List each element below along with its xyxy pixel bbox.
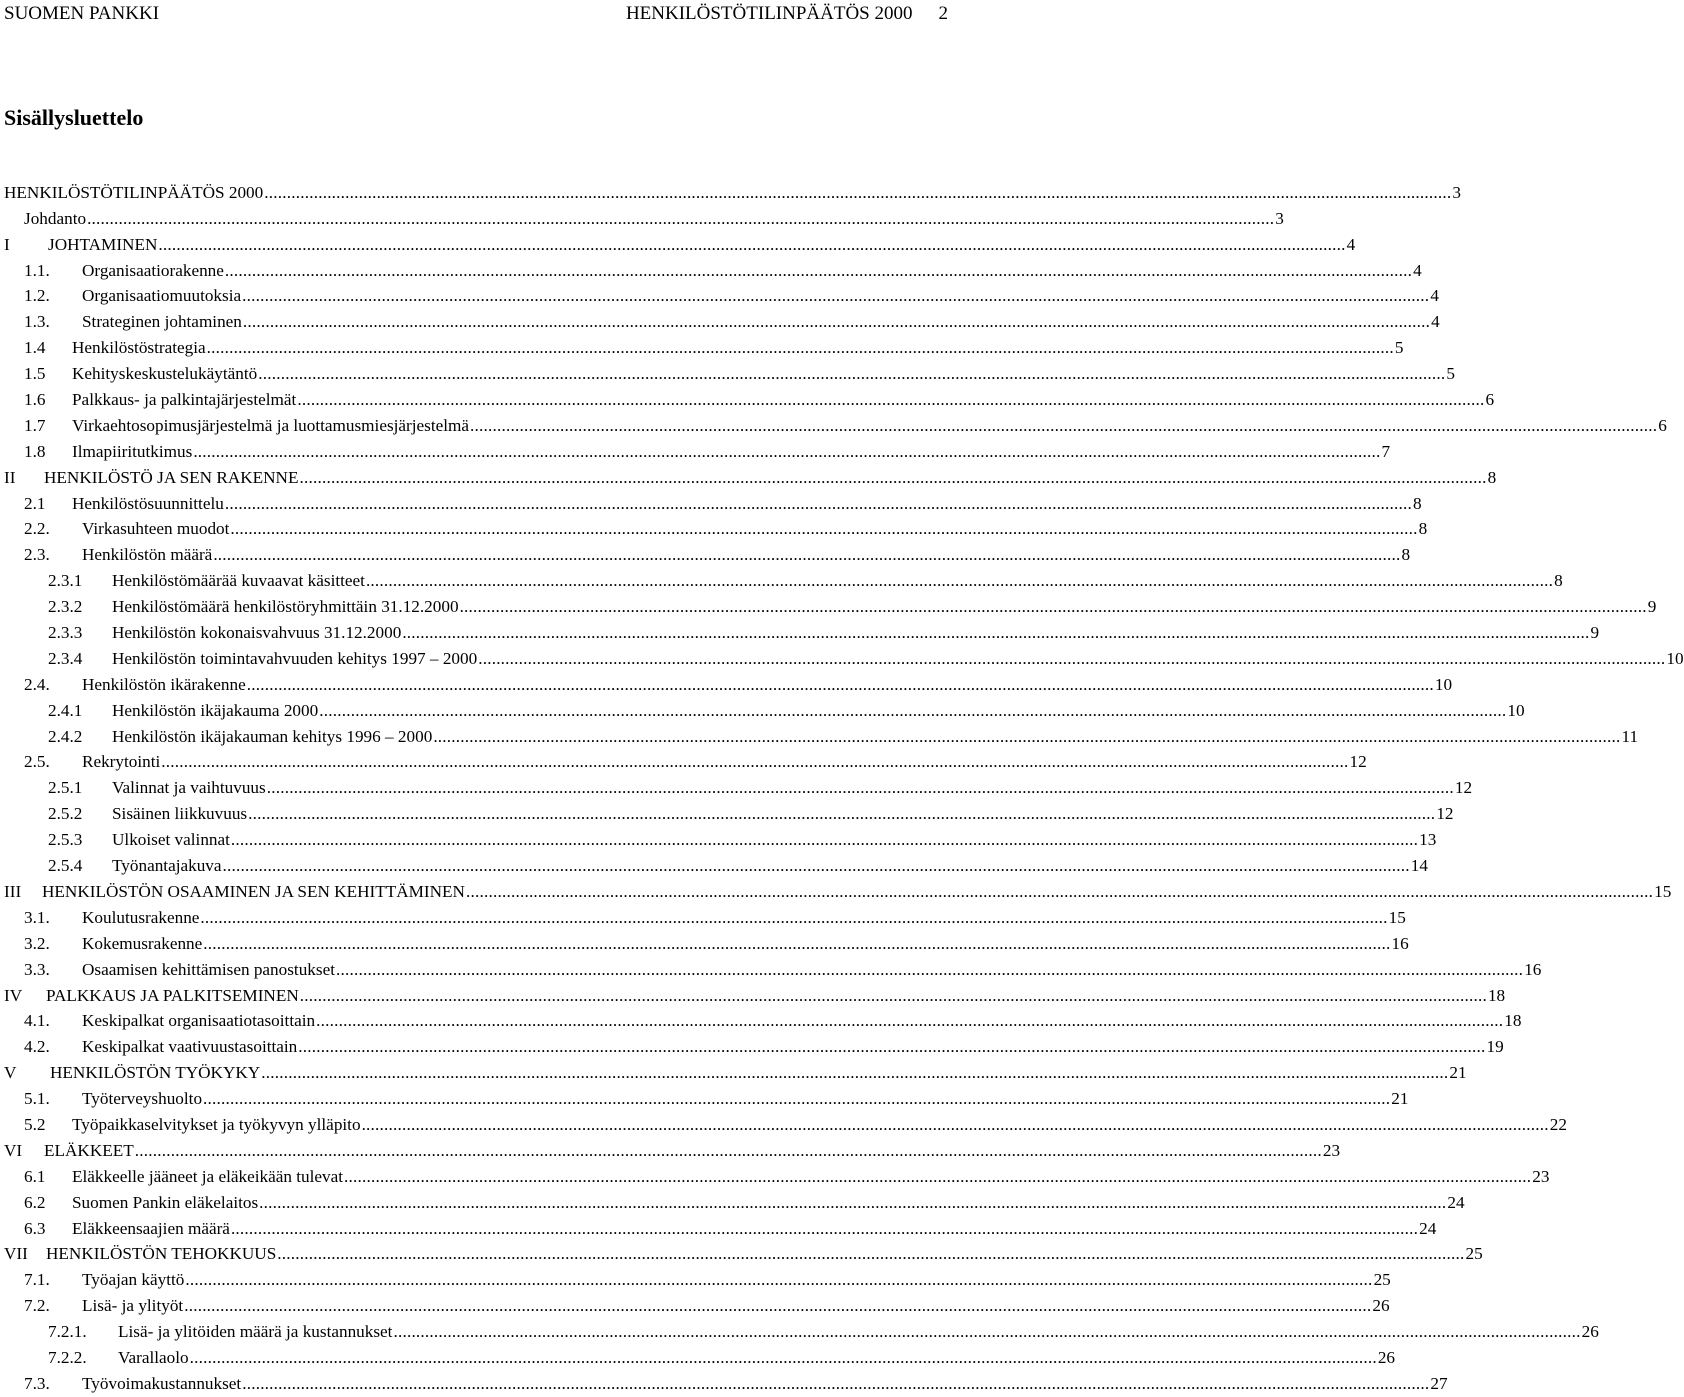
toc-entry[interactable] — [0, 1290, 1390, 1316]
toc-entry-number: 1.2. — [24, 286, 50, 306]
toc-entry-number: 6.3 — [24, 1218, 46, 1238]
toc-dot-leader — [230, 519, 1417, 539]
toc-entry[interactable] — [0, 332, 1404, 358]
toc-dot-leader — [470, 416, 1657, 436]
toc-entry-page: 8 — [1418, 519, 1428, 539]
toc-entry-page: 9 — [1590, 623, 1600, 643]
toc-entry[interactable] — [0, 203, 1284, 229]
toc-entry-page: 27 — [1430, 1373, 1448, 1393]
toc-entry-label — [24, 390, 297, 410]
toc-entry-title: Työpaikkaselvitykset ja työkyvyn ylläpito — [72, 1114, 361, 1134]
toc-entry-page: 26 — [1581, 1322, 1599, 1342]
toc-dot-leader — [261, 1063, 1448, 1083]
toc-entry-page: 8 — [1401, 545, 1411, 565]
toc-entry-label — [24, 1270, 185, 1290]
toc-dot-leader — [225, 261, 1412, 281]
toc-entry-page: 4 — [1413, 260, 1422, 280]
toc-entry-label — [24, 364, 258, 384]
toc-entry-page: 11 — [1621, 726, 1639, 746]
toc-entry-page: 10 — [1666, 648, 1684, 668]
toc-entry-number: V — [4, 1063, 17, 1083]
toc-entry[interactable] — [0, 1342, 1396, 1368]
toc-entry-page: 13 — [1419, 830, 1437, 850]
toc-entry-label — [48, 649, 478, 669]
toc-entry-title: Lisä- ja ylitöiden määrä ja kustannukset — [118, 1322, 393, 1342]
toc-dot-leader — [184, 1296, 1371, 1316]
toc-entry-label — [48, 778, 267, 798]
toc-dot-leader — [242, 1374, 1429, 1394]
toc-entry-title: Henkilöstön ikärakenne — [82, 674, 246, 694]
toc-entry-number: VI — [4, 1140, 23, 1160]
toc-entry-label — [24, 338, 207, 358]
toc-dot-leader — [242, 286, 1429, 306]
toc-entry[interactable] — [0, 617, 1600, 643]
toc-entry-page: 25 — [1373, 1270, 1391, 1290]
toc-entry-page: 4 — [1431, 312, 1440, 332]
toc-entry-page: 8 — [1554, 571, 1563, 591]
toc-entry-label — [48, 701, 319, 721]
toc-entry-number: 2.3.3 — [48, 623, 83, 643]
toc-entry-title: Henkilöstömäärää kuvaavat käsitteet — [112, 571, 365, 591]
toc-entry-page: 19 — [1486, 1037, 1504, 1057]
toc-entry-number: I — [4, 234, 10, 254]
toc-entry-title: Keskipalkat vaativuustasoittain — [82, 1037, 298, 1057]
toc-entry-number: 5.1. — [24, 1089, 50, 1109]
toc-entry-number: 2.4.1 — [48, 700, 83, 720]
toc-entry[interactable] — [0, 1161, 1550, 1187]
toc-entry-page: 8 — [1487, 467, 1497, 487]
toc-entry[interactable] — [0, 747, 1367, 773]
toc-dot-leader — [478, 649, 1665, 669]
toc-dot-leader — [393, 1322, 1580, 1342]
toc-dot-leader — [319, 701, 1506, 721]
toc-dot-leader — [203, 934, 1390, 954]
toc-entry-title: Osaamisen kehittämisen panostukset — [82, 959, 335, 979]
toc-entry-label — [4, 1141, 135, 1161]
toc-entry-title: Työajan käyttö — [82, 1270, 185, 1290]
toc-entry[interactable] — [0, 1083, 1409, 1109]
toc-dot-leader — [466, 882, 1653, 902]
toc-entry-number: 2.2. — [24, 519, 50, 539]
toc-entry-page: 8 — [1413, 493, 1422, 513]
toc-entry-page: 18 — [1487, 985, 1506, 1005]
toc-dot-leader — [87, 209, 1274, 229]
toc-entry-title: Henkilöstön ikäjakauma 2000 — [112, 700, 319, 720]
toc-entry-title: Henkilöstöstrategia — [72, 338, 206, 358]
toc-entry-label — [4, 1244, 277, 1264]
toc-entry-label — [48, 856, 223, 876]
toc-entry-page: 18 — [1504, 1011, 1522, 1031]
toc-entry-page: 23 — [1322, 1140, 1341, 1160]
toc-dot-leader — [213, 545, 1400, 565]
toc-entry-label — [48, 1322, 393, 1342]
toc-entry-number: 7.1. — [24, 1270, 50, 1290]
toc-entry-label — [24, 1037, 298, 1057]
toc-entry-number: 7.3. — [24, 1373, 50, 1393]
toc-entry-number: III — [4, 881, 22, 901]
toc-dot-leader — [267, 778, 1454, 798]
toc-entry-title: Eläkkeensaajien määrä — [72, 1218, 230, 1238]
toc-entry-label — [24, 312, 243, 332]
toc-dot-leader — [344, 1167, 1531, 1187]
toc-entry-page: 4 — [1346, 234, 1356, 254]
toc-entry[interactable] — [0, 721, 1639, 747]
toc-entry-number: VII — [4, 1244, 28, 1264]
toc-entry-label — [24, 1011, 316, 1031]
toc-entry[interactable] — [0, 1264, 1391, 1290]
toc-dot-leader — [258, 364, 1445, 384]
toc-entry-page: 14 — [1410, 856, 1428, 876]
toc-entry-title: Johdanto — [24, 208, 87, 228]
toc-dot-leader — [248, 804, 1435, 824]
toc-entry[interactable] — [0, 1109, 1567, 1135]
toc-entry-label — [4, 183, 264, 203]
toc-entry-title: Keskipalkat organisaatiotasoittain — [82, 1011, 316, 1031]
header-document-title: HENKILÖSTÖTILINPÄÄTÖS 2000 — [625, 3, 913, 24]
toc-entry-label — [4, 986, 300, 1006]
page-header — [4, 1, 948, 27]
toc-entry-label — [48, 830, 231, 850]
toc-entry-number: 4.1. — [24, 1011, 50, 1031]
toc-entry-page: 4 — [1430, 286, 1439, 306]
toc-dot-leader — [297, 390, 1484, 410]
toc-dot-leader — [259, 1193, 1446, 1213]
toc-entry-page: 15 — [1388, 907, 1406, 927]
toc-entry[interactable] — [0, 514, 1428, 540]
toc-entry[interactable] — [0, 1135, 1341, 1161]
toc-entry-label — [4, 1063, 261, 1083]
header-page-number: 2 — [938, 3, 948, 24]
toc-entry-label — [24, 519, 230, 539]
toc-entry-title: Henkilöstön toimintavahvuuden kehitys 1997 – 2000 — [112, 648, 478, 668]
toc-entry-number: 4.2. — [24, 1037, 50, 1057]
toc-entry-title: HENKILÖSTÖN OSAAMINEN JA SEN KEHITTÄMINEN — [42, 881, 465, 901]
toc-entry-title: Henkilöstön kokonaisvahvuus 31.12.2000 — [112, 623, 402, 643]
toc-entry-title: HENKILÖSTÖN TEHOKKUUS — [46, 1244, 277, 1264]
toc-entry-title: Henkilöstön määrä — [82, 545, 213, 565]
toc-entry-label — [48, 804, 248, 824]
toc-entry-label — [24, 960, 336, 980]
toc-entry-page: 3 — [1452, 182, 1462, 202]
toc-entry-title: Palkkaus- ja palkintajärjestelmät — [72, 390, 297, 410]
toc-entry-label — [4, 882, 466, 902]
toc-entry-page: 10 — [1434, 674, 1453, 694]
toc-entry[interactable] — [0, 669, 1453, 695]
toc-entry-title: Valinnat ja vaihtuvuus — [112, 778, 266, 798]
toc-entry-title: Organisaatiomuutoksia — [82, 286, 242, 306]
toc-entry[interactable] — [0, 1031, 1504, 1057]
toc-entry-number: 5.2 — [24, 1114, 46, 1134]
toc-entry-title: HENKILÖSTÖTILINPÄÄTÖS 2000 — [4, 182, 264, 202]
toc-entry-number: 1.1. — [24, 260, 50, 280]
toc-entry-page: 5 — [1394, 338, 1404, 358]
toc-entry-number: 2.5.2 — [48, 804, 83, 824]
toc-entry[interactable] — [0, 462, 1497, 488]
toc-entry-page: 16 — [1391, 933, 1409, 953]
toc-entry-page: 15 — [1654, 881, 1672, 901]
toc-entry-label — [24, 416, 470, 436]
toc-entry-title: Kokemusrakenne — [82, 933, 203, 953]
toc-entry-title: PALKKAUS JA PALKITSEMINEN — [46, 985, 299, 1005]
toc-entry-title: Ulkoiset valinnat — [112, 830, 230, 850]
toc-entry[interactable] — [0, 876, 1672, 902]
toc-entry-label — [24, 675, 247, 695]
toc-entry[interactable] — [0, 643, 1684, 669]
toc-entry-title: Eläkkeelle jääneet ja eläkeikään tulevat — [72, 1166, 344, 1186]
header-organization: SUOMEN PANKKI — [4, 3, 160, 24]
toc-entry-page: 10 — [1507, 700, 1525, 720]
toc-entry[interactable] — [0, 384, 1495, 410]
toc-dot-leader — [200, 908, 1387, 928]
toc-entry-title: Henkilöstön ikäjakauman kehitys 1996 – 2000 — [112, 726, 433, 746]
toc-entry[interactable] — [0, 1213, 1437, 1239]
toc-entry-title: HENKILÖSTÖN TYÖKYKY — [50, 1063, 261, 1083]
toc-entry[interactable] — [0, 928, 1409, 954]
toc-entry-number: 2.5.1 — [48, 778, 83, 798]
toc-entry-label — [48, 571, 366, 591]
toc-entry-number: II — [4, 467, 16, 487]
toc-entry-number: 1.6 — [24, 390, 46, 410]
toc-entry-page: 26 — [1372, 1296, 1390, 1316]
toc-entry-label — [48, 597, 460, 617]
toc-entry-title: Työnantajakuva — [112, 856, 222, 876]
toc-entry[interactable] — [0, 1239, 1483, 1265]
toc-entry-page: 6 — [1658, 415, 1667, 435]
toc-entry-page: 12 — [1349, 752, 1367, 772]
toc-entry-number: 2.5.4 — [48, 856, 83, 876]
toc-entry-number: 2.3.1 — [48, 571, 83, 591]
toc-entry-page: 3 — [1275, 208, 1284, 228]
toc-entry-number: 3.1. — [24, 907, 50, 927]
toc-entry[interactable] — [0, 565, 1563, 591]
toc-entry-label — [24, 1374, 242, 1394]
toc-entry-label — [24, 934, 203, 954]
toc-entry[interactable] — [0, 902, 1406, 928]
toc-entry-number: 2.3. — [24, 545, 50, 565]
toc-entry-title: Virkasuhteen muodot — [82, 519, 230, 539]
toc-entry-title: Lisä- ja ylityöt — [82, 1296, 184, 1316]
toc-entry-number: 6.2 — [24, 1192, 46, 1212]
toc-entry-number: 2.1 — [24, 493, 46, 513]
toc-dot-leader — [243, 312, 1430, 332]
toc-entry-label — [24, 261, 225, 281]
toc-entry-number: 3.2. — [24, 933, 50, 953]
toc-entry[interactable] — [0, 1006, 1522, 1032]
toc-entry-title: Varallaolo — [118, 1347, 189, 1367]
toc-entry-label — [4, 468, 299, 488]
toc-dot-leader — [299, 468, 1486, 488]
toc-entry-number: 7.2.2. — [48, 1347, 87, 1367]
toc-entry[interactable] — [0, 229, 1356, 255]
toc-entry-page: 26 — [1377, 1347, 1396, 1367]
toc-entry-label — [4, 235, 158, 255]
toc-entry[interactable] — [0, 306, 1440, 332]
toc-entry-label — [48, 727, 433, 747]
toc-entry-page: 24 — [1419, 1218, 1437, 1238]
toc-entry-number: 2.5.3 — [48, 830, 83, 850]
toc-entry-title: Työvoimakustannukset — [82, 1373, 242, 1393]
toc-entry-number: 7.2.1. — [48, 1322, 87, 1342]
toc-dot-leader — [207, 338, 1394, 358]
toc-dot-leader — [225, 494, 1412, 514]
toc-entry[interactable] — [0, 255, 1422, 281]
toc-entry-title: Sisäinen liikkuvuus — [112, 804, 248, 824]
toc-entry[interactable] — [0, 488, 1422, 514]
toc-dot-leader — [223, 856, 1410, 876]
toc-entry-number: 1.8 — [24, 441, 46, 461]
toc-entry[interactable] — [0, 1368, 1448, 1394]
toc-entry-title: ELÄKKEET — [44, 1140, 134, 1160]
toc-entry-label — [24, 1296, 184, 1316]
toc-entry[interactable] — [0, 1316, 1599, 1342]
toc-entry-page: 23 — [1532, 1166, 1550, 1186]
toc-entry-title: JOHTAMINEN — [48, 234, 158, 254]
toc-dot-leader — [402, 623, 1589, 643]
toc-entry-title: Rekrytointi — [82, 752, 161, 772]
toc-entry[interactable] — [0, 798, 1454, 824]
toc-entry-title: Henkilöstömäärä henkilöstöryhmittäin 31.12.2000 — [112, 597, 459, 617]
toc-dot-leader — [316, 1011, 1503, 1031]
toc-entry-label — [24, 494, 225, 514]
toc-entry-number: 2.3.4 — [48, 648, 83, 668]
toc-entry[interactable] — [0, 1057, 1467, 1083]
toc-entry-number: 2.4. — [24, 674, 50, 694]
toc-entry-title: Koulutusrakenne — [82, 907, 200, 927]
toc-entry-page: 9 — [1647, 597, 1657, 617]
toc-entry-label — [24, 1167, 344, 1187]
toc-entry-label — [24, 286, 242, 306]
toc-entry-title: Työterveyshuolto — [82, 1089, 203, 1109]
toc-entry-label — [24, 1115, 362, 1135]
toc-entry-page: 22 — [1549, 1114, 1567, 1134]
toc-dot-leader — [135, 1141, 1322, 1161]
toc-entry-title: Virkaehtosopimusjärjestelmä ja luottamusmiesjärjestelmä — [72, 415, 470, 435]
toc-entry-page: 24 — [1447, 1192, 1465, 1212]
toc-dot-leader — [158, 235, 1345, 255]
toc-dot-leader — [264, 183, 1451, 203]
toc-entry-page: 6 — [1485, 390, 1495, 410]
toc-entry[interactable] — [0, 772, 1473, 798]
toc-entry-label — [24, 1089, 203, 1109]
toc-entry[interactable] — [0, 1187, 1465, 1213]
toc-entry[interactable] — [0, 358, 1455, 384]
toc-entry-page: 16 — [1524, 959, 1542, 979]
toc-entry-title: Strateginen johtaminen — [82, 312, 242, 332]
toc-entry-title: HENKILÖSTÖ JA SEN RAKENNE — [44, 467, 299, 487]
toc-entry-page: 21 — [1449, 1063, 1467, 1083]
toc-entry[interactable] — [0, 539, 1411, 565]
toc-entry[interactable] — [0, 695, 1525, 721]
toc-dot-leader — [161, 752, 1348, 772]
toc-entry-number: 1.7 — [24, 415, 46, 435]
toc-entry-page: 21 — [1391, 1089, 1409, 1109]
toc-dot-leader — [460, 597, 1647, 617]
page-title: Sisällysluettelo — [4, 105, 144, 130]
toc-entry-page: 25 — [1465, 1244, 1483, 1264]
toc-dot-leader — [362, 1115, 1549, 1135]
toc-entry-number: 2.3.2 — [48, 597, 83, 617]
toc-dot-leader — [298, 1037, 1485, 1057]
toc-entry[interactable] — [0, 980, 1506, 1006]
toc-entry-label — [24, 908, 200, 928]
toc-dot-leader — [185, 1270, 1372, 1290]
toc-entry-label — [24, 1193, 259, 1213]
toc-entry-number: 2.4.2 — [48, 726, 83, 746]
toc-entry-title: Henkilöstösuunnittelu — [72, 493, 224, 513]
toc-entry[interactable] — [0, 281, 1439, 307]
toc-entry-number: 7.2. — [24, 1296, 50, 1316]
toc-dot-leader — [433, 727, 1620, 747]
toc-dot-leader — [366, 571, 1553, 591]
toc-entry-number: IV — [4, 985, 23, 1005]
toc-entry[interactable] — [0, 954, 1542, 980]
toc-entry-page: 12 — [1454, 778, 1473, 798]
toc-entry-number: 3.3. — [24, 959, 50, 979]
toc-entry-number: 6.1 — [24, 1166, 46, 1186]
toc-dot-leader — [190, 1348, 1377, 1368]
toc-dot-leader — [300, 986, 1487, 1006]
toc-entry[interactable] — [0, 410, 1667, 436]
toc-dot-leader — [277, 1244, 1464, 1264]
toc-dot-leader — [231, 830, 1418, 850]
toc-entry-page: 5 — [1446, 364, 1455, 384]
toc-entry[interactable] — [0, 436, 1391, 462]
toc-entry-number: 1.3. — [24, 312, 50, 332]
toc-entry-label — [24, 545, 213, 565]
toc-entry-title: Ilmapiiritutkimus — [72, 441, 193, 461]
toc-entry-title: Suomen Pankin eläkelaitos — [72, 1192, 259, 1212]
toc-entry-label — [24, 442, 193, 462]
toc-entry[interactable] — [0, 591, 1657, 617]
toc-dot-leader — [203, 1089, 1390, 1109]
toc-entry[interactable] — [0, 177, 1462, 203]
toc-entry-label — [24, 209, 87, 229]
toc-dot-leader — [193, 442, 1380, 462]
toc-entry-page: 12 — [1436, 804, 1454, 824]
toc-dot-leader — [231, 1219, 1418, 1239]
toc-dot-leader — [336, 960, 1523, 980]
toc-entry-label — [48, 623, 402, 643]
toc-entry-title: Kehityskeskustelukäytäntö — [72, 364, 258, 384]
header-right — [626, 1, 948, 27]
toc-entry-label — [48, 1348, 190, 1368]
toc-entry-label — [24, 1219, 231, 1239]
toc-dot-leader — [247, 675, 1434, 695]
toc-entry[interactable] — [0, 850, 1428, 876]
toc-entry-title: Organisaatiorakenne — [82, 260, 224, 280]
table-of-contents — [0, 177, 1684, 1394]
toc-entry[interactable] — [0, 824, 1437, 850]
toc-entry-label — [24, 752, 161, 772]
toc-entry-number: 1.5 — [24, 364, 46, 384]
toc-entry-number: 2.5. — [24, 752, 50, 772]
toc-entry-page: 7 — [1381, 441, 1391, 461]
toc-entry-number: 1.4 — [24, 338, 46, 358]
